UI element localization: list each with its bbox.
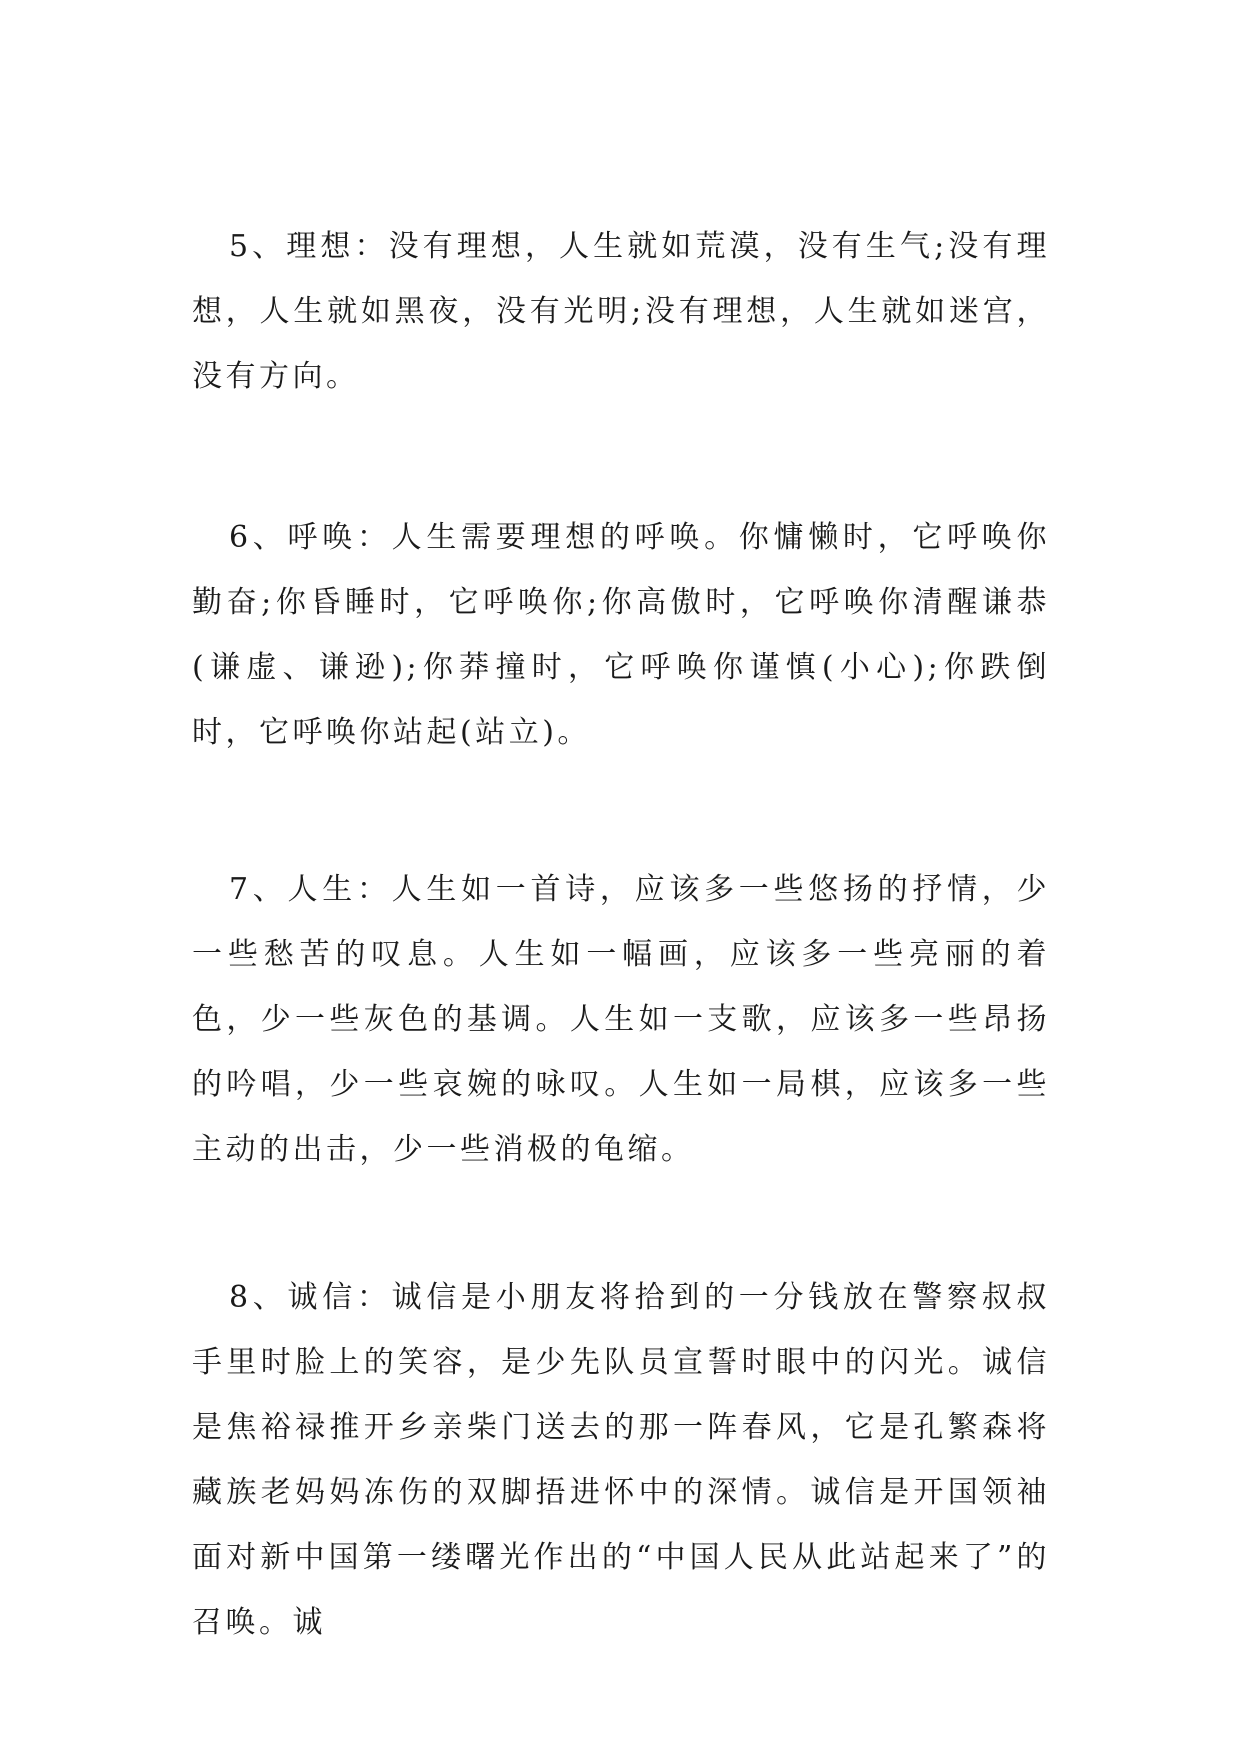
paragraph-life: 7、人生：人生如一首诗，应该多一些悠扬的抒情，少一些愁苦的叹息。人生如一幅画，应该多一些亮丽的着色，少一些灰色的基调。人生如一支歌，应该多一些昂扬的吟唱，少一些哀婉的咏叹。人生如一局棋，应该多一些主动的出击，少一些消极的龟缩。 [192, 872, 1050, 1167]
paragraph-call: 6、呼唤：人生需要理想的呼唤。你慵懒时，它呼唤你勤奋;你昏睡时，它呼唤你;你高傲时，它呼唤你清醒谦恭(谦虚、谦逊);你莽撞时，它呼唤你谨慎(小心);你跌倒时，它呼唤你站起(站立)。 [192, 520, 1050, 750]
paragraph-integrity: 8、诚信：诚信是小朋友将拾到的一分钱放在警察叔叔手里时脸上的笑容，是少先队员宣誓时眼中的闪光。诚信是焦裕禄推开乡亲柴门送去的那一阵春风，它是孔繁森将藏族老妈妈冻伤的双脚捂进怀中的深情。诚信是开国领袖面对新中国第一缕曙光作出的“中国人民从此站起来了”的召唤。诚 [192, 1280, 1050, 1640]
paragraph-ideal: 5、理想：没有理想，人生就如荒漠，没有生气;没有理想，人生就如黑夜，没有光明;没有理想，人生就如迷宫，没有方向。 [192, 229, 1050, 394]
